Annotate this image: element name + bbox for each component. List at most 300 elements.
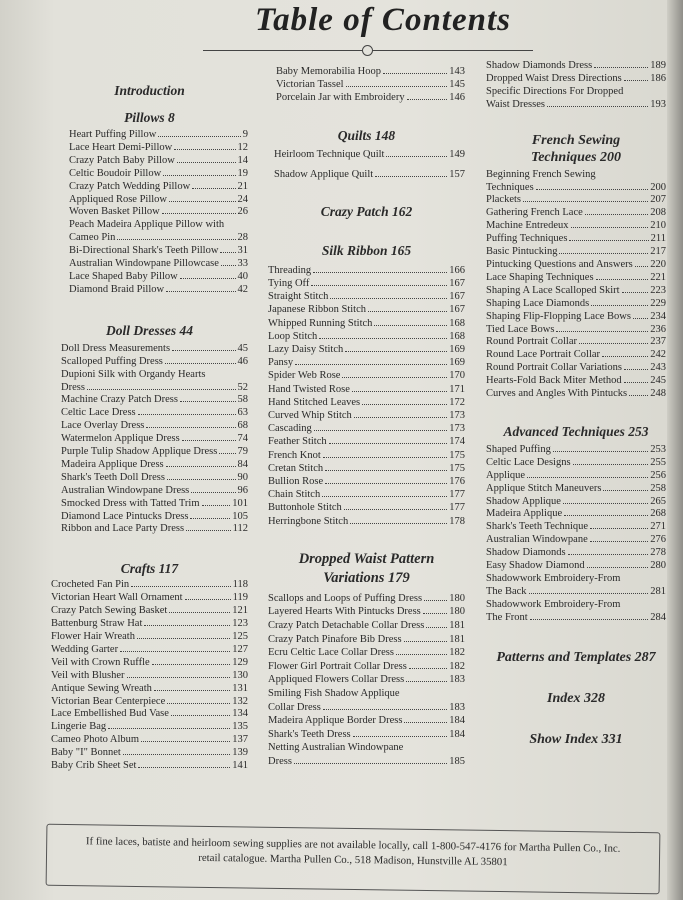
dot-leader [127, 677, 231, 678]
toc-page-number: 167 [449, 291, 465, 303]
toc-entry-title: Diamond Braid Pillow [69, 283, 165, 295]
toc-entry [268, 515, 465, 528]
section-heading-pillows: Pillows 8 [124, 110, 175, 125]
toc-page-number: 182 [449, 660, 465, 672]
toc-entry [486, 470, 666, 483]
toc-entry [61, 343, 248, 356]
toc-entry [69, 155, 248, 168]
toc-page-number: 181 [449, 619, 465, 631]
dot-leader [354, 417, 447, 418]
toc-entry-title: Pintucking Questions and Answers [486, 258, 633, 270]
dot-leader [152, 664, 231, 665]
toc-page-number: 243 [650, 362, 666, 374]
dot-leader [523, 201, 648, 202]
toc-entry-title: Netting Australian Windowpane [268, 742, 404, 754]
toc-entry-title: Ecru Celtic Lace Collar Dress [268, 647, 394, 659]
toc-page-number: 19 [237, 167, 248, 179]
dot-leader [556, 331, 648, 332]
dot-leader [587, 567, 649, 568]
toc-entry [486, 586, 666, 599]
toc-entry-title: Crazy Patch Baby Pillow [69, 154, 175, 166]
toc-entry [61, 523, 248, 536]
dot-leader [144, 625, 230, 626]
toc-page-number: 170 [449, 370, 465, 382]
toc-entry-title: Loop Stitch [268, 330, 318, 342]
dot-leader [177, 162, 236, 163]
toc-page-number: 169 [449, 357, 465, 369]
toc-page-number: 46 [237, 355, 248, 367]
toc-entry-title: Battenburg Straw Hat [51, 618, 143, 630]
toc-entry [486, 496, 666, 509]
toc-page-number: 125 [232, 631, 248, 642]
dot-leader [123, 754, 230, 755]
page-title: Table of Contents [255, 2, 511, 38]
toc-entry [268, 605, 465, 619]
toc-entry-title: Cameo Photo Album [51, 734, 140, 746]
toc-entry [51, 760, 248, 773]
toc-entry [268, 673, 465, 687]
toc-entry [486, 272, 666, 285]
toc-entry-title: Lace Overlay Dress [61, 420, 145, 432]
dot-leader [383, 73, 447, 74]
toc-entry [268, 409, 465, 422]
toc-page-number: 211 [650, 233, 666, 245]
toc-entry [486, 99, 666, 112]
toc-entry [268, 714, 465, 728]
column-left [51, 82, 248, 773]
toc-page-number: 166 [449, 264, 465, 276]
toc-entry-title: Celtic Lace Dress [61, 407, 136, 419]
section-heading-advanced-techniques: Advanced Techniques 253 [503, 423, 649, 439]
toc-entry [486, 324, 666, 337]
toc-entry-title: Bullion Rose [268, 475, 324, 487]
dot-leader [585, 214, 648, 215]
toc-page-number: 132 [232, 695, 248, 707]
toc-entry [51, 747, 248, 760]
toc-page-number: 84 [237, 458, 248, 470]
dot-leader [162, 213, 236, 214]
toc-page-number: 223 [650, 284, 666, 296]
dot-leader [171, 715, 230, 716]
toc-entry [486, 60, 666, 73]
dot-leader [579, 343, 648, 344]
toc-page-number: 236 [650, 323, 666, 335]
toc-page-number: 258 [650, 482, 666, 494]
toc-entry [486, 534, 666, 547]
toc-entry [51, 670, 248, 683]
dot-leader [409, 668, 447, 669]
toc-entry [51, 579, 248, 592]
toc-page-number: 63 [237, 407, 248, 419]
toc-entry-title: Shark's Teeth Dress [268, 728, 351, 740]
toc-page-number: 14 [237, 154, 248, 166]
dot-leader [629, 395, 648, 396]
dot-leader [569, 240, 648, 241]
toc-entry [274, 165, 465, 185]
toc-page-number: 182 [449, 647, 465, 659]
toc-entry-title: Buttonhole Stitch [268, 502, 342, 514]
toc-page-number: 174 [449, 436, 465, 448]
toc-entry [51, 708, 248, 721]
toc-page-number: 40 [237, 270, 248, 282]
toc-page-number: 280 [650, 560, 666, 572]
toc-entry-title: Crazy Patch Wedding Pillow [69, 180, 191, 192]
column-right [486, 60, 666, 748]
dot-leader [329, 443, 448, 444]
toc-page-number: 248 [650, 388, 666, 400]
dot-leader [323, 457, 447, 458]
dot-leader [590, 528, 648, 529]
toc-entry-title: Feather Stitch [268, 436, 327, 448]
toc-entry-title: Straight Stitch [268, 291, 329, 303]
toc-entry-title-cont: Waist Dresses [486, 98, 545, 110]
toc-entry [486, 547, 666, 560]
toc-entry [51, 734, 248, 747]
toc-entry [51, 644, 248, 657]
toc-entry [268, 488, 465, 501]
dot-leader [573, 464, 649, 465]
toc-entry-title: Shadowwork Embroidery-From [486, 573, 621, 584]
toc-page-number: 112 [232, 523, 248, 535]
toc-page-number: 52 [237, 381, 248, 393]
toc-entry-title: Applique [486, 469, 526, 481]
quilts-list [274, 145, 465, 185]
dot-leader [311, 285, 447, 286]
toc-entry [69, 245, 248, 258]
toc-entry-title: Pansy [268, 357, 294, 369]
toc-entry [51, 618, 248, 631]
toc-entry-title: Veil with Crown Ruffle [51, 656, 150, 668]
toc-entry [51, 592, 248, 605]
toc-entry [268, 462, 465, 475]
dot-leader [342, 377, 447, 378]
toc-entry-title: Shaped Puffing [486, 443, 551, 455]
section-heading-quilts: Quilts 148 [337, 127, 396, 143]
toc-entry-title: Shadow Applique [486, 495, 561, 507]
dot-leader [404, 722, 447, 723]
doll-dresses-list [61, 343, 248, 537]
toc-entry-title: Shaping Flip-Flopping Lace Bows [486, 310, 631, 322]
toc-page-number: 101 [232, 497, 248, 509]
toc-page-number: 175 [449, 462, 465, 474]
toc-page-number: 68 [237, 420, 248, 432]
toc-entry-title: Lazy Daisy Stitch [268, 343, 344, 355]
toc-page-number: 96 [237, 484, 248, 496]
toc-page-number: 141 [232, 760, 248, 772]
toc-page-number: 90 [237, 471, 248, 483]
section-heading-patterns: Patterns and Templates 287 [496, 649, 656, 665]
toc-page-number: 186 [650, 72, 666, 84]
toc-entry [486, 375, 666, 388]
dot-leader [185, 599, 231, 600]
toc-page-number: 130 [232, 669, 248, 681]
toc-page-number: 121 [232, 605, 248, 617]
dot-leader [166, 466, 236, 467]
toc-entry-title: Flower Girl Portrait Collar Dress [268, 660, 407, 672]
dot-leader [117, 239, 235, 240]
toc-entry-title: Hand Stitched Leaves [268, 396, 361, 408]
dot-leader [353, 736, 448, 737]
toc-entry [268, 383, 465, 396]
dot-leader [146, 427, 235, 428]
toc-entry-title: Australian Windowpane Dress [61, 484, 190, 496]
toc-entry-title: Lace Heart Demi-Pillow [69, 141, 173, 153]
toc-entry [268, 755, 465, 769]
dot-leader [202, 505, 231, 506]
toc-entry [268, 264, 465, 277]
toc-entry-title: Crazy Patch Detachable Collar Dress [268, 619, 425, 631]
toc-page-number: 28 [237, 232, 248, 244]
toc-page-number: 137 [232, 734, 248, 746]
toc-page-number: 183 [449, 674, 465, 686]
toc-page-number: 24 [237, 193, 248, 205]
toc-entry [69, 284, 248, 297]
toc-entry-title: Shark's Teeth Doll Dress [61, 471, 165, 483]
dot-leader [423, 613, 447, 614]
toc-entry-title: Machine Crazy Patch Dress [61, 394, 178, 406]
toc-page-number: 79 [237, 446, 248, 458]
toc-entry [69, 194, 248, 207]
toc-page-number: 177 [449, 489, 465, 501]
dot-leader [294, 763, 447, 764]
toc-entry-title: Plackets [486, 194, 521, 206]
column-middle [268, 66, 465, 769]
toc-page-number: 180 [449, 592, 465, 604]
toc-page-number: 33 [237, 258, 248, 270]
dot-leader [530, 619, 649, 620]
toc-entry [268, 290, 465, 303]
dot-leader [553, 451, 648, 452]
toc-page-number: 284 [650, 611, 666, 623]
toc-entry-title: Peach Madeira Applique Pillow with [69, 219, 225, 231]
dot-leader [635, 266, 649, 267]
dot-leader [190, 518, 230, 519]
toc-entry [486, 336, 666, 349]
dot-leader [622, 292, 649, 293]
toc-entry-title: Puffing Techniques [486, 233, 568, 245]
toc-page-number: 177 [449, 502, 465, 514]
toc-entry [268, 728, 465, 742]
toc-page-number: 220 [650, 258, 666, 270]
toc-entry [61, 356, 248, 369]
dot-leader [192, 188, 235, 189]
toc-entry [486, 73, 666, 86]
toc-entry [268, 701, 465, 715]
toc-entry [61, 459, 248, 472]
toc-page-number: 185 [449, 755, 465, 767]
toc-entry [268, 369, 465, 382]
toc-entry-title: Celtic Boudoir Pillow [69, 167, 162, 179]
dot-leader [313, 272, 447, 273]
toc-entry [486, 457, 666, 470]
toc-entry-title: Applique Stitch Maneuvers [486, 482, 602, 494]
toc-entry-title: Watermelon Applique Dress [61, 433, 180, 445]
toc-entry [486, 298, 666, 311]
continued-crafts-list [276, 66, 465, 105]
toc-entry [486, 194, 666, 207]
toc-entry [268, 330, 465, 343]
toc-entry [61, 511, 248, 524]
toc-page-number: 193 [650, 98, 666, 110]
toc-entry [268, 592, 465, 606]
toc-page-number: 58 [237, 394, 248, 406]
toc-page-number: 167 [449, 304, 465, 316]
toc-page-number: 208 [650, 207, 666, 219]
toc-entry-title: Crazy Patch Pinafore Bib Dress [268, 633, 402, 645]
dot-leader [404, 641, 448, 642]
toc-page-number: 184 [449, 728, 465, 740]
dot-leader [602, 356, 648, 357]
toc-page-number: 189 [650, 60, 666, 71]
dot-leader [220, 252, 235, 253]
toc-entry [268, 633, 465, 647]
toc-entry-title: Madeira Applique Dress [61, 458, 164, 470]
dot-leader [131, 586, 230, 587]
dot-leader [137, 638, 230, 639]
toc-entry [486, 259, 666, 272]
toc-entry-title: Whipped Running Stitch [268, 317, 373, 329]
dot-leader [221, 265, 236, 266]
toc-entry-title: Dupioni Silk with Organdy Hearts [61, 368, 206, 380]
dot-leader [295, 364, 447, 365]
toc-entry-title: Lace Embellished Bud Vase [51, 708, 169, 720]
toc-page-number: 31 [237, 245, 248, 257]
dot-leader [174, 149, 235, 150]
section-heading-introduction: Introduction [114, 83, 185, 98]
toc-entry [61, 498, 248, 511]
section-heading-show-index: Show Index 331 [529, 731, 623, 747]
toc-entry-title: Shaping A Lace Scalloped Skirt [486, 284, 620, 296]
dot-leader [172, 350, 235, 351]
toc-entry [69, 232, 248, 245]
toc-entry-title: Bi-Directional Shark's Teeth Pillow [69, 245, 219, 257]
toc-entry [486, 560, 666, 573]
toc-page-number: 9 [242, 129, 248, 140]
toc-page-number: 217 [650, 246, 666, 258]
section-heading-doll-dresses: Doll Dresses 44 [106, 322, 193, 338]
toc-entry-title: Curves and Angles With Pintucks [486, 388, 628, 400]
toc-entry [486, 349, 666, 362]
notice-line-1: If fine laces, batiste and heirloom sewing supplies are not available locally, call 1-800-547-4176 for Martha Pullen Co., Inc. [85, 835, 621, 855]
toc-page-number: 221 [650, 271, 666, 283]
toc-page-number: 139 [232, 747, 248, 759]
toc-entry [268, 646, 465, 660]
toc-entry-title: Doll Dress Measurements [61, 342, 171, 354]
dot-leader [166, 291, 235, 292]
toc-entry [51, 605, 248, 618]
toc-page-number: 74 [237, 433, 248, 445]
toc-entry [61, 382, 248, 395]
toc-entry-title: Australian Windowpane [486, 534, 588, 546]
toc-page-number: 183 [449, 701, 465, 713]
toc-page-number: 169 [449, 343, 465, 355]
supplies-notice-box [46, 824, 661, 895]
toc-page-number: 42 [237, 283, 248, 295]
toc-entry [69, 168, 248, 181]
toc-page-number: 180 [449, 606, 465, 618]
toc-entry [486, 233, 666, 246]
toc-entry-title: Cretan Stitch [268, 462, 324, 474]
toc-page-number: 207 [650, 194, 666, 206]
toc-entry-title: Specific Directions For Dropped [486, 85, 624, 97]
section-heading-crazy-patch: Crazy Patch 162 [320, 203, 413, 219]
toc-entry [268, 396, 465, 409]
toc-page-number: 173 [449, 409, 465, 421]
toc-entry [268, 619, 465, 633]
toc-entry-title: Shark's Teeth Technique [486, 521, 589, 533]
toc-page-number: 127 [232, 643, 248, 655]
dot-leader [191, 492, 235, 493]
toc-entry-title: Round Portrait Collar Variations [486, 362, 623, 374]
toc-entry [486, 285, 666, 298]
toc-entry-title: Smiling Fish Shadow Applique [268, 687, 400, 699]
toc-entry [486, 182, 666, 195]
toc-entry [268, 660, 465, 674]
dot-leader [180, 278, 236, 279]
toc-page-number: 171 [449, 383, 465, 395]
toc-entry-title: Dropped Waist Dress Directions [486, 72, 622, 84]
toc-page-number: 173 [449, 423, 465, 435]
toc-entry-title: Round Portrait Collar [486, 336, 577, 348]
book-spine-shadow [667, 0, 683, 900]
toc-page-number: 118 [232, 579, 248, 591]
dot-leader [624, 382, 649, 383]
toc-page-number: 26 [237, 206, 248, 218]
toc-page-number: 181 [449, 633, 465, 645]
toc-entry-title-cont: Collar Dress [268, 701, 321, 713]
toc-entry-title: Easy Shadow Diamond [486, 560, 585, 572]
toc-page-number: 129 [232, 656, 248, 668]
toc-entry [486, 483, 666, 496]
dot-leader [165, 363, 236, 364]
toc-entry-title: Victorian Bear Centerpiece [51, 695, 166, 707]
toc-entry [486, 521, 666, 534]
toc-entry [268, 475, 465, 488]
silk-ribbon-list [268, 264, 465, 528]
toc-entry [486, 444, 666, 457]
dot-leader [325, 470, 447, 471]
toc-entry [61, 433, 248, 446]
dot-leader [594, 67, 648, 68]
toc-entry [268, 449, 465, 462]
dot-leader [167, 479, 236, 480]
dot-leader [167, 703, 230, 704]
dot-leader [138, 767, 230, 768]
toc-entry [69, 181, 248, 194]
dot-leader [87, 389, 236, 390]
dot-leader [169, 201, 235, 202]
dot-leader [108, 728, 230, 729]
toc-entry-title: Lace Shaping Techniques [486, 271, 594, 283]
toc-entry [61, 420, 248, 433]
dot-leader [323, 709, 447, 710]
dot-leader [346, 86, 448, 87]
toc-entry [486, 612, 666, 625]
dot-leader [163, 175, 235, 176]
toc-page-number: 276 [650, 534, 666, 546]
toc-entry [268, 422, 465, 435]
toc-entry-title: Basic Pintucking [486, 246, 558, 258]
dot-leader [141, 741, 230, 742]
section-heading-silk-ribbon: Silk Ribbon 165 [321, 242, 412, 258]
toc-page-number: 184 [449, 715, 465, 727]
dot-leader [529, 593, 649, 594]
dot-leader [330, 298, 447, 299]
dot-leader [564, 515, 648, 516]
toc-entry [486, 311, 666, 324]
toc-entry [51, 631, 248, 644]
toc-entry [268, 501, 465, 514]
